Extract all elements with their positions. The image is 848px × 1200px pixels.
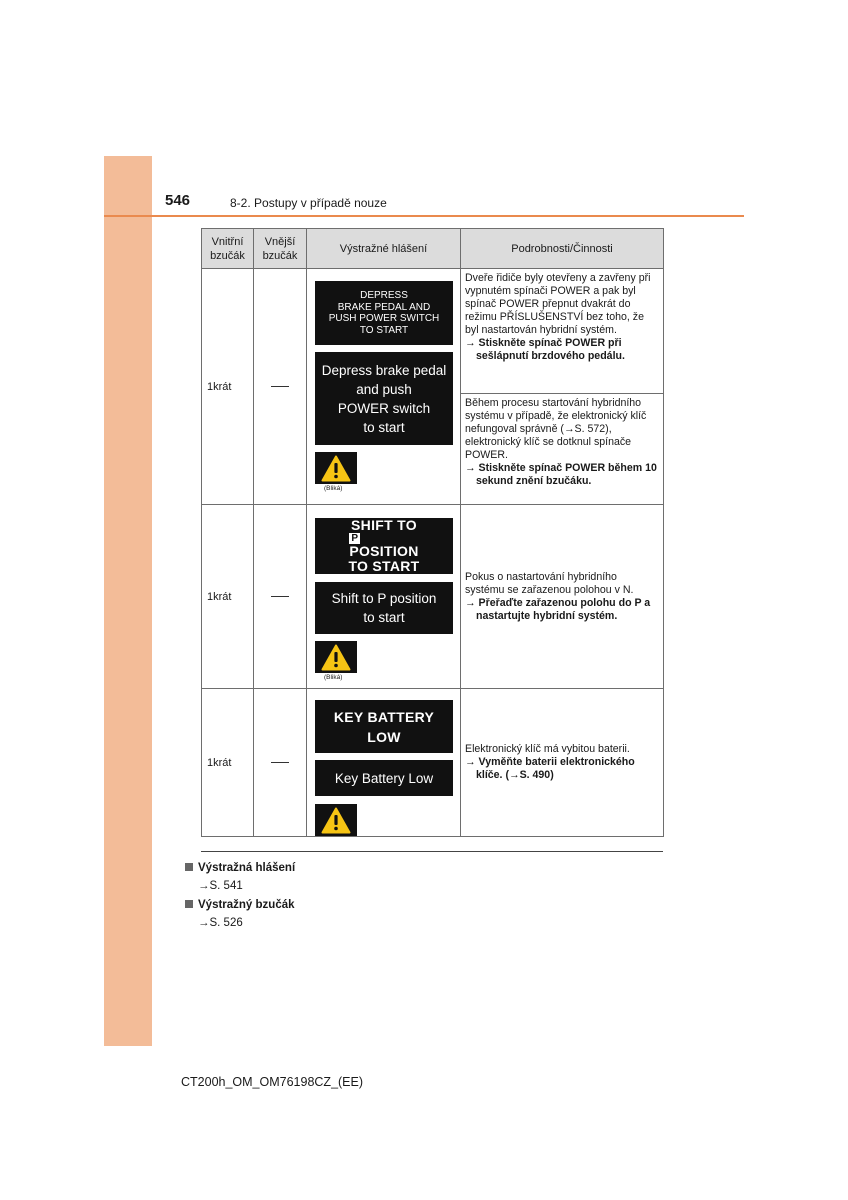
footer-code: CT200h_OM_OM76198CZ_(EE) xyxy=(181,1075,364,1089)
dash xyxy=(271,762,289,763)
detail-text: Elektronický klíč má vybitou baterii. xyxy=(465,743,630,755)
display-line: TO START xyxy=(348,558,420,574)
warning-message-cell xyxy=(307,505,461,689)
display-line: PUSH POWER SWITCH xyxy=(328,313,440,324)
table-row xyxy=(202,689,664,837)
display-mixed xyxy=(315,582,453,634)
warning-triangle-icon xyxy=(315,452,357,484)
display-mixed xyxy=(315,352,453,445)
display-line: Shift to P position xyxy=(331,591,437,606)
external-buzzer-cell xyxy=(254,269,307,505)
display-line: SHIFT TO xyxy=(351,517,417,533)
note-reference: →S. 541 xyxy=(198,880,243,892)
page-number: 546 xyxy=(165,192,191,209)
header-details: Podrobnosti/Činnosti xyxy=(461,229,664,269)
external-buzzer-cell xyxy=(254,505,307,689)
table-row xyxy=(202,505,664,689)
dash xyxy=(271,596,289,597)
display-line: TO START xyxy=(359,324,409,336)
bullet-square-icon xyxy=(185,863,193,871)
display-caps xyxy=(315,281,453,345)
header-external-buzzer: Vnější bzučák xyxy=(254,229,307,269)
internal-buzzer-cell: 1krát xyxy=(202,269,254,505)
detail-action: → Stiskněte spínač POWER během 10 sekund znění bzučáku. xyxy=(465,462,657,487)
display-line: POSITION xyxy=(349,543,419,559)
header-rule xyxy=(104,215,744,217)
detail-text: Dveře řidiče byly otevřeny a zavřeny při vypnutém spínači POWER a pak byl spínač POWER přepnut dvakrát do režimu PŘÍSLUŠENSTVÍ bez toho, že byl nastartován hybridní systém. xyxy=(465,272,651,336)
dash xyxy=(271,386,289,387)
display-line: LOW xyxy=(367,728,401,745)
section-title: 8-2. Postupy v případě nouze xyxy=(230,196,387,210)
display-mixed xyxy=(315,760,453,796)
bullet-square-icon xyxy=(185,900,193,908)
blink-label: (Bliká) xyxy=(324,674,343,681)
display-line: and push xyxy=(356,381,412,397)
detail-action: → Přeřaďte zařazenou polohu do P a nastartujte hybridní systém. xyxy=(465,596,651,622)
table-end-rule xyxy=(201,851,663,852)
detail-cell xyxy=(461,505,664,689)
display-line: to start xyxy=(363,610,405,625)
internal-buzzer-cell: 1krát xyxy=(202,689,254,837)
display-line: Key Battery Low xyxy=(334,770,434,786)
display-caps xyxy=(315,518,453,574)
warning-table xyxy=(201,228,664,837)
detail-cell xyxy=(461,689,664,837)
note-title: Výstražný bzučák xyxy=(198,899,295,911)
display-line: Depress brake pedal xyxy=(321,362,447,378)
display-line: KEY BATTERY xyxy=(333,708,435,725)
detail-action: → Vyměňte baterii elektronického klíče. (→S. 490) xyxy=(465,756,635,781)
table-header-row xyxy=(202,229,664,269)
note-item xyxy=(185,862,295,874)
header-internal-buzzer: Vnitřní bzučák xyxy=(202,229,254,269)
warning-triangle-icon xyxy=(315,641,357,673)
warning-message-cell xyxy=(307,269,461,505)
display-line: DEPRESS xyxy=(360,290,408,301)
blink-label: (Bliká) xyxy=(324,485,343,492)
table-row xyxy=(202,269,664,394)
detail-text: Během procesu startování hybridního systému v případě, že elektronický klíč nefungoval správně (→S. 572), elektronický klíč se dotknul spínače POWER. xyxy=(465,397,647,461)
note-title: Výstražná hlášení xyxy=(198,862,296,874)
note-reference: →S. 526 xyxy=(198,917,243,929)
warning-triangle-icon xyxy=(315,804,357,836)
header-warning-message: Výstražné hlášení xyxy=(307,229,461,269)
warning-message-cell xyxy=(307,689,461,837)
display-line: POWER switch xyxy=(337,400,431,416)
detail-cell xyxy=(461,269,664,394)
note-item xyxy=(185,899,295,911)
internal-buzzer-cell: 1krát xyxy=(202,505,254,689)
detail-action: → Stiskněte spínač POWER při sešlápnutí brzdového pedálu. xyxy=(465,337,625,362)
display-line: to start xyxy=(363,419,405,435)
external-buzzer-cell xyxy=(254,689,307,837)
p-position-icon: P xyxy=(349,533,360,544)
detail-cell xyxy=(461,394,664,505)
display-line: BRAKE PEDAL AND xyxy=(337,301,431,313)
display-caps xyxy=(315,700,453,753)
detail-text: Pokus o nastartování hybridního systému se zařazenou polohou v N. xyxy=(465,570,634,596)
side-tab xyxy=(104,156,152,1046)
